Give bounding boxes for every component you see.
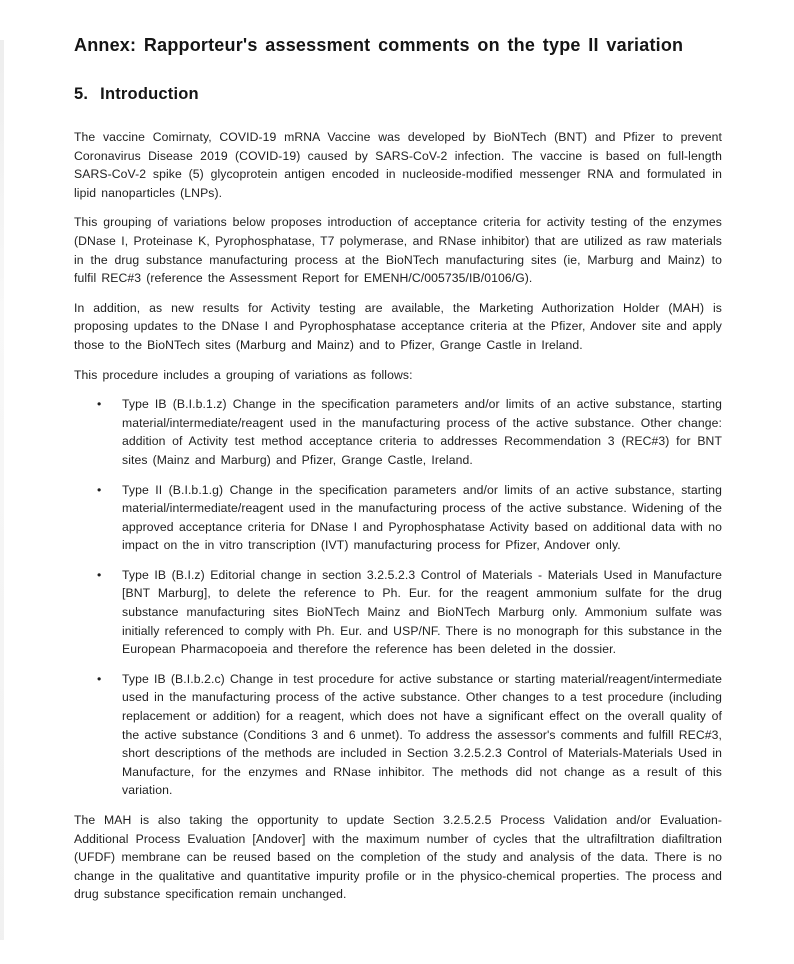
list-item-type-ib-b2c bbox=[74, 670, 722, 800]
bullet-icon: • bbox=[97, 567, 102, 582]
bullet-icon: • bbox=[97, 671, 102, 686]
list-item-type-ii-b1g bbox=[74, 481, 722, 555]
annex-title: Annex: Rapporteur's assessment comments on the type II variation bbox=[74, 35, 684, 55]
paragraph-procedure-intro: This procedure includes a grouping of variations as follows: bbox=[74, 367, 413, 382]
section-title: Introduction bbox=[100, 85, 199, 103]
list-item-text: Type II (B.I.b.1.g) Change in the specification parameters and/or limits of an active substance, starting material/intermediate/reagent used in the manufacturing process of the active substance. Widening of the approved acceptance criteria for DNase I and Pyrophosphatase Activity based on additional data with no impact on the in vitro transcription (IVT) manufacturing process for Pfizer, Andover only. bbox=[122, 482, 722, 553]
list-item-text: Type IB (B.I.b.1.z) Change in the specification parameters and/or limits of an active substance, starting material/intermediate/reagent used in the manufacturing process of the active substance. Other change: addition of Activity test method acceptance criteria to addresses Recommendation 3 (REC#3) for BNT sites (Mainz and Marburg) and Pfizer, Grange Castle, Ireland. bbox=[122, 397, 722, 467]
variation-list bbox=[74, 395, 722, 800]
scan-artifact bbox=[0, 40, 4, 940]
paragraph-grouping-proposal: This grouping of variations below proposes introduction of acceptance criteria for activity testing of the enzymes (DNase I, Proteinase K, Pyrophosphatase, T7 polymerase, and RNase inhibitor) that are utilized as raw materials in the drug substance manufacturing process at the BioNTech manufacturing sites (ie, Marburg and Mainz) to fulfil REC#3 (reference the Assessment Report for EMENH/C/005735/IB/0106/G). bbox=[74, 215, 722, 286]
bullet-icon: • bbox=[97, 482, 102, 497]
paragraph-vaccine-intro: The vaccine Comirnaty, COVID-19 mRNA Vaccine was developed by BioNTech (BNT) and Pfizer to prevent Coronavirus Disease 2019 (COVID-19) caused by SARS-CoV-2 infection. The vaccine is based on full-length SARS-CoV-2 spike (5) glycoprotein antigen encoded in nucleoside-modified messenger RNA and formulated in lipid nanoparticles (LNPs). bbox=[74, 130, 722, 200]
section-heading bbox=[74, 84, 722, 104]
list-item-type-ib-b1z bbox=[74, 395, 722, 469]
section-number: 5. bbox=[74, 85, 89, 103]
bullet-icon: • bbox=[97, 397, 102, 412]
list-item-type-ib-biz bbox=[74, 566, 722, 659]
list-item-text: Type IB (B.I.b.2.c) Change in test procedure for active substance or starting material/reagent/intermediate used in the manufacturing process of the active substance. Other changes to a test procedure (including replacement or addition) for a reagent, which does not have a significant effect on the overall quality of the active substance (Conditions 3 and 6 unmet). To address the assessor's comments and fulfill REC#3, short descriptions of the methods are included in Section 3.2.5.2.3 Control of Materials-Materials Used in Manufacture, for the enzymes and RNase inhibitor. The methods did not change as a result of this variation. bbox=[122, 671, 722, 798]
paragraph-mah-updates: In addition, as new results for Activity testing are available, the Marketing Authorization Holder (MAH) is proposing updates to the DNase I and Pyrophosphatase acceptance criteria at the Pfizer, Andover site and apply those to the BioNTech sites (Marburg and Mainz) and to Pfizer, Grange Castle in Ireland. bbox=[74, 300, 722, 352]
closing-paragraph: The MAH is also taking the opportunity to update Section 3.2.5.2.5 Process Validation and/or Evaluation-Additional Process Evaluation [Andover] with the maximum number of cycles that the ultrafiltration diafiltration (UFDF) membrane can be reused based on the completion of the study and analysis of the data. There is no change in the qualitative and quantitative impurity profile or in the physico-chemical properties. The process and drug substance specification remain unchanged. bbox=[74, 813, 722, 902]
list-item-text: Type IB (B.I.z) Editorial change in section 3.2.5.2.3 Control of Materials - Materials Used in Manufacture [BNT Marburg], to delete the reference to Ph. Eur. for the reagent ammonium sulfate for the drug substance manufacturing sites BioNTech Mainz and BioNTech Marburg only. Ammonium sulfate was initially referenced to comply with Ph. Eur. and USP/NF. There is no monograph for this substance in the European Pharmacopoeia and therefore the reference has been deleted in the dossier. bbox=[122, 567, 722, 657]
